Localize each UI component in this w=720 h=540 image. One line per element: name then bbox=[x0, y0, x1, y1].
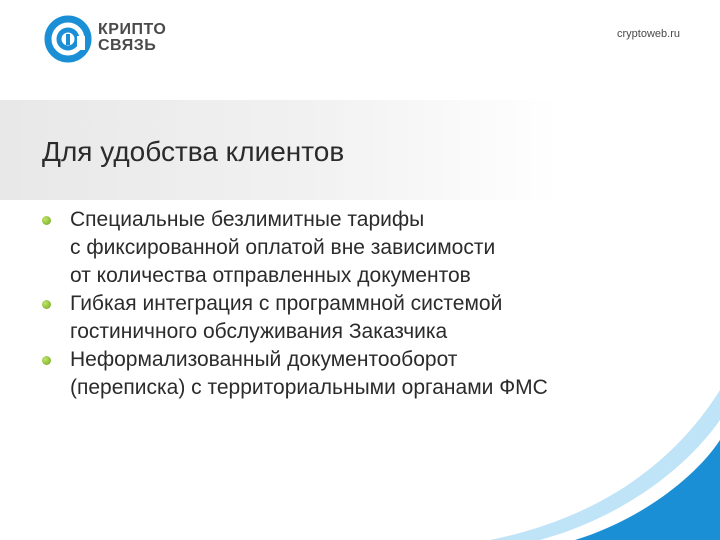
logo-text-line1: КРИПТО bbox=[98, 21, 167, 38]
bullet-line: Гибкая интеграция с программной системой bbox=[70, 292, 503, 315]
bullet-line: с фиксированной оплатой вне зависимости bbox=[70, 236, 496, 259]
bullet-line: гостиничного обслуживания Заказчика bbox=[70, 320, 448, 343]
slide-title: Для удобства клиентов bbox=[42, 136, 345, 167]
logo-text-line2: СВЯЗЬ bbox=[98, 37, 157, 54]
site-url: cryptoweb.ru bbox=[617, 28, 680, 40]
bullet-line: Неформализованный документооборот bbox=[70, 348, 458, 371]
bullet-line: от количества отправленных документов bbox=[70, 264, 471, 287]
bullet-line: (переписка) с территориальными органами ФМС bbox=[70, 376, 548, 399]
bullet-line: Специальные безлимитные тарифы bbox=[70, 208, 425, 231]
